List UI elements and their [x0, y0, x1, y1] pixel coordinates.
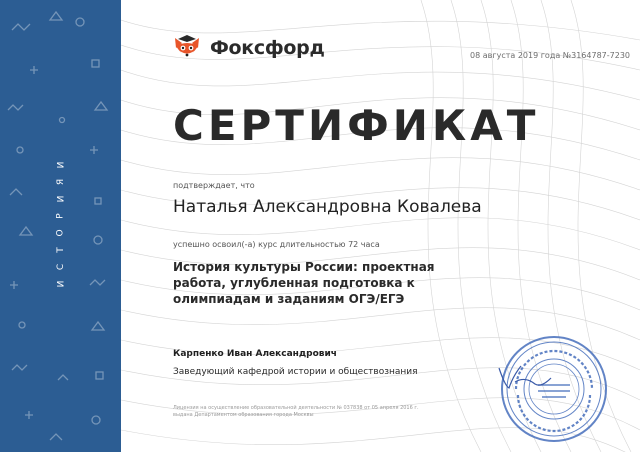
signer-position: Заведующий кафедрой истории и обществознания	[173, 367, 418, 377]
brand-name: Фоксфорд	[210, 37, 325, 59]
subject-letter: И	[55, 161, 66, 169]
recipient-name: Наталья Александровна Ковалева	[173, 197, 482, 217]
course-title-line: работа, углубленная подготовка к	[173, 276, 415, 290]
course-title-line: олимпиадам и заданиям ОГЭ/ЕГЭ	[173, 292, 405, 306]
license-line: Лицензия на осуществление образовательной деятельности № 037838 от 05 апреля 2016 г.	[173, 405, 419, 411]
confirms-text: подтверждает, что	[173, 181, 255, 190]
subject-letter: Р	[56, 213, 66, 219]
subject-letter: С	[55, 263, 66, 271]
fox-mascot-icon	[172, 34, 202, 62]
subject-letter: Я	[55, 178, 66, 186]
brand-logo	[172, 34, 325, 62]
signature-mark	[495, 362, 555, 392]
certificate-date-number: 08 августа 2019 года №3164787-7230	[470, 51, 630, 60]
subject-letter: И	[55, 195, 66, 203]
license-text	[173, 405, 483, 419]
subject-vertical-label	[56, 160, 66, 289]
subject-letter: Т	[56, 247, 66, 253]
signer-name: Карпенко Иван Александрович	[173, 349, 337, 359]
subject-letter: И	[55, 280, 66, 288]
sidebar-panel	[0, 0, 121, 452]
license-line: выдана Департаментом образования города Москвы	[173, 412, 314, 418]
course-title-line: История культуры России: проектная	[173, 260, 435, 274]
certificate-title: СЕРТИФИКАТ	[173, 101, 540, 150]
course-title	[173, 259, 473, 307]
course-completed-text: успешно освоил(-а) курс длительностью 72 часа	[173, 240, 380, 249]
subject-letter: О	[56, 229, 66, 237]
